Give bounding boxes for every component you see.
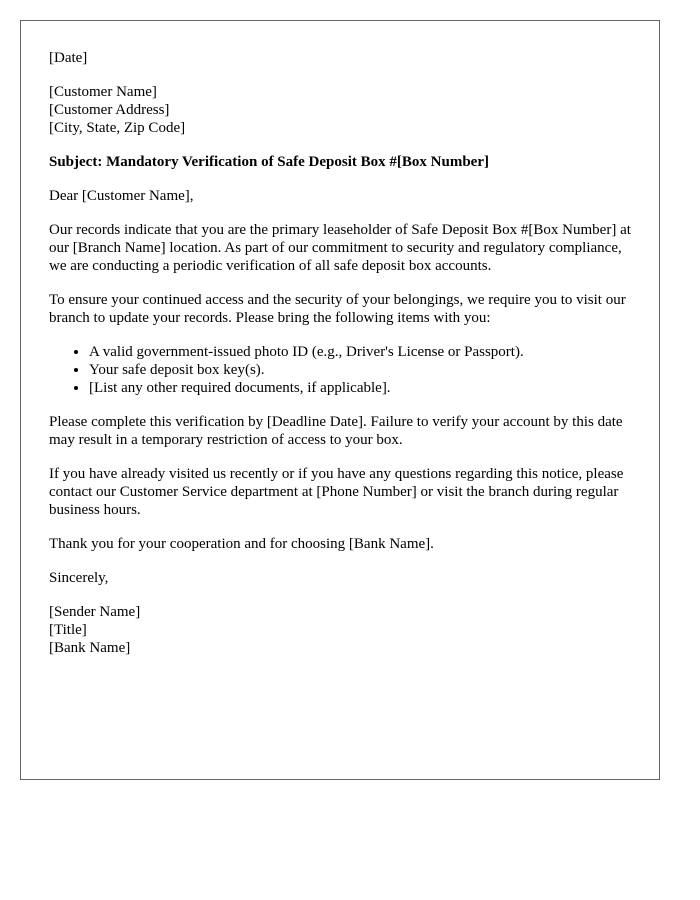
body-paragraph-2: To ensure your continued access and the security of your belongings, we require you to visit our branch to update your records. Please bring the following items with you: <box>49 292 626 326</box>
list-item: • Your safe deposit box key(s). <box>89 361 631 379</box>
body-paragraph-1: Our records indicate that you are the primary leaseholder of Safe Deposit Box #[Box Number] at our [Branch Name] location. As part of our commitment to security and regulatory compliance, we are conducting a periodic verification of all safe deposit box accounts. <box>49 222 631 274</box>
letter-page <box>20 20 660 780</box>
contact-paragraph: If you have already visited us recently or if you have any questions regarding this notice, please contact our Customer Service department at [Phone Number] or visit the branch during regular business hours. <box>49 466 624 518</box>
salutation: Dear [Customer Name], <box>49 188 194 204</box>
thank-you-paragraph: Thank you for your cooperation and for choosing [Bank Name]. <box>49 536 434 552</box>
recipient-address: [Customer Address] <box>49 102 170 118</box>
signoff: Sincerely, <box>49 570 109 586</box>
required-items-list <box>49 343 631 397</box>
date-text: [Date] <box>49 50 88 66</box>
deadline-paragraph: Please complete this verification by [Deadline Date]. Failure to verify your account by this date may result in a temporary restriction of access to your box. <box>49 414 623 448</box>
list-item: • A valid government-issued photo ID (e.g., Driver's License or Passport). <box>89 343 631 361</box>
sender-title: [Title] <box>49 622 87 638</box>
recipient-name: [Customer Name] <box>49 84 157 100</box>
sender-bank: [Bank Name] <box>49 640 131 656</box>
recipient-city-state-zip: [City, State, Zip Code] <box>49 120 186 136</box>
list-item: • [List any other required documents, if applicable]. <box>89 379 631 397</box>
subject-line: Subject: Mandatory Verification of Safe Deposit Box #[Box Number] <box>49 154 489 170</box>
signature-block <box>49 603 631 657</box>
recipient-address-block <box>49 83 631 137</box>
letter-date <box>49 49 631 67</box>
sender-name: [Sender Name] <box>49 604 141 620</box>
